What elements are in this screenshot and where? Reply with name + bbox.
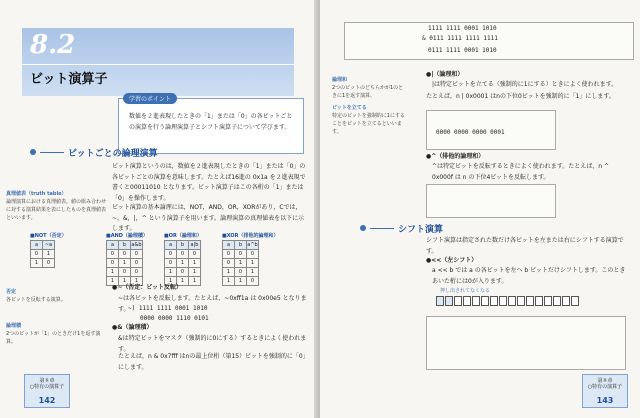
side-note-set-bit [332,104,406,136]
bit-cell [571,296,579,306]
table-row [107,259,143,268]
and-text: &は特定ビットをマスク（強制的に0にする）するときによく使われます。 [118,335,307,353]
truth-table-title: ■OR（論理和） [164,233,202,239]
table-row [165,259,201,268]
table-row [107,268,143,277]
learning-point-text: 数値を２進表現したときの「1」または「0」の各ビットごとの演算を行う論理演算子とシフト演算子について学びます。 [129,113,293,131]
or-text-2: たとえば，n | 0x0001 はnの下位0ビットを強制的に「1」にします。 [426,93,615,100]
truth-table-cell: 1 [131,277,143,286]
not-heading: ●~（否定：ビット反転） [112,284,183,291]
truth-table [30,240,55,268]
truth-table-cell: 1 [165,277,177,286]
truth-table-cell: 1 [43,250,55,259]
section-title: ビット演算子 [30,72,108,87]
side-note-text: 2つのビットが「1」のときだけ1を返す演算。 [6,331,101,345]
truth-table-cell: 0 [235,250,247,259]
table-row [165,250,201,259]
truth-table-header: a [165,241,177,250]
not-bits-2: 0000 0000 1110 0101 [140,315,209,322]
side-note-label: 論理和 [332,77,348,83]
truth-table-cell: 1 [247,268,259,277]
bit-cell [445,296,453,306]
truth-table-cell: 0 [119,268,131,277]
truth-table [222,240,259,286]
page-number: 142 [38,396,56,405]
footer-chapter: 第８章 ○特有の演算子 [587,378,623,390]
truth-table-cell: 0 [31,250,43,259]
side-note-or [332,76,406,100]
page-number: 143 [596,396,614,405]
truth-table-cell: 0 [223,250,235,259]
side-note-truth-table [6,190,106,222]
bit-cell [454,296,462,306]
heading-text: シフト演算 [398,224,444,235]
footer-chapter: 第８章 ○特有の演算子 [29,378,65,390]
truth-table-cell: 0 [247,277,259,286]
truth-table-cell: 1 [177,277,189,286]
or-heading: ●|（論理和） [426,71,464,78]
truth-table-header: b [177,241,189,250]
bit-cell [436,296,444,306]
dash-line-icon [370,228,394,229]
truth-table-cell: 0 [131,250,143,259]
table-row [31,250,55,259]
or-bits: 0000 0000 0000 0001 [436,129,505,136]
truth-table-cell: 1 [189,277,201,286]
truth-table [106,240,143,286]
truth-table-cell: 1 [107,268,119,277]
truth-table-cell: 1 [189,268,201,277]
truth-table-cell: 0 [177,250,189,259]
bullet-icon [360,225,366,231]
truth-table-cell: 1 [165,268,177,277]
bits-top-3: 0111 1111 0001 1010 [428,47,497,54]
bit-cell [481,296,489,306]
dash-line-icon [40,152,64,153]
right-page [320,0,640,418]
bit-cell [463,296,471,306]
table-row [31,259,55,268]
bit-cell [535,296,543,306]
truth-table-header: a [107,241,119,250]
shift-heading: ●<<（左シフト） [426,257,478,264]
truth-table-header: b [119,241,131,250]
shift-text-2: a << b では a の各ビットを左へ b ビットだけシフトします。このときあいた桁には0が入ります。 [432,267,626,285]
bits-top-1: 1111 1111 0001 1010 [428,25,497,32]
table-row [165,268,201,277]
side-note-text: 特定のビットを強制的に1にすることをビットを立てるといいます。 [332,113,405,135]
truth-table-cell: 0 [107,250,119,259]
truth-table-cell: 1 [107,277,119,286]
truth-table-header: a^b [247,242,258,248]
side-note-label: 論理積 [6,323,22,329]
truth-table-title: ■XOR（排他的論理和） [222,233,279,239]
table-row [223,268,259,277]
truth-table-cell: 1 [223,268,235,277]
truth-table-cell: 0 [131,259,143,268]
truth-table-cell: 0 [107,259,119,268]
truth-table-cell: 0 [177,268,189,277]
heading-shift [360,222,443,234]
truth-table-cell: 1 [189,259,201,268]
truth-table [164,240,201,286]
shift-example-panel [426,316,626,370]
xor-bits-panel [426,184,556,218]
bullet-icon [30,149,36,155]
bit-cell [517,296,525,306]
bit-cell [544,296,552,306]
paragraph-1: ビット演算というのは，数値を２進表現したときの「1」または「0」の各ビットごとの演算を意味します。たとえば16進の 0x1a を２進表現で書くと00011010 となります。ビット演算子はこの各桁の「1」または「0」を操作します。 [112,163,306,202]
truth-table-cell: 1 [31,259,43,268]
table-row [223,250,259,259]
side-note-text: 2つのビットのどちらかが1のときに1を返す演算。 [332,85,404,99]
shift-text: シフト演算は指定された数だけ各ビットを左または右にシフトする演算です。 [426,237,624,255]
bit-cell [472,296,480,306]
and-text-2: たとえば，n & 0x7fff はnの最上位桁（第15）ビットを強制的に「0」にします。 [118,353,306,371]
side-note-and [6,322,106,346]
page-footer-left [24,374,70,408]
side-note-label: 否定 [6,289,17,295]
bit-cell [553,296,561,306]
learning-point-label: 学習のポイント [123,93,177,104]
page-footer-right [582,374,628,408]
bit-cell [508,296,516,306]
side-note-text: 各ビットを反転する演算。 [6,297,66,303]
bits-top-2: & 0111 1111 1111 1111 [422,35,498,42]
table-row [107,250,143,259]
truth-table-cell: 1 [177,259,189,268]
truth-table-cell: 1 [235,277,247,286]
heading-text: ビットごとの論理演算 [68,148,158,159]
truth-table-cell: 0 [235,268,247,277]
shift-bits-diagram [436,296,596,310]
truth-table-cell: 1 [235,259,247,268]
bit-cell [526,296,534,306]
left-page [0,0,318,418]
truth-table-cell: 0 [189,250,201,259]
or-text: |は特定ビットを立てる（強制的に1にする）ときによく使われます。 [432,81,618,88]
bit-cell [490,296,498,306]
truth-table-cell: 1 [247,259,259,268]
section-header [22,28,294,96]
truth-table-title: ■AND（論理積） [106,233,148,239]
truth-table-cell: 0 [43,259,55,268]
truth-table-header: ~a [43,241,55,250]
truth-table-header: a&b [131,242,142,248]
truth-table-header: a [223,241,235,250]
side-note-label: ビットを立てる [332,105,367,111]
truth-table-header: a [31,241,43,250]
side-note-not [6,288,106,304]
not-text: ~は各ビットを反転します。たとえば，~0xff1a は 0x00e5 となります。 [118,295,307,313]
xor-heading: ●^（排他的論理和） [426,153,485,160]
truth-table-cell: 1 [119,259,131,268]
truth-table-header: a|b [189,241,201,250]
side-note-text: 論理演算における真理値表。値の組み合わせに対する演算結果を表にしたものを真理値表といいます。 [6,199,107,221]
truth-table-cell: 1 [223,277,235,286]
heading-bitwise-logic [30,146,158,158]
truth-table-cell: 1 [119,277,131,286]
bit-cell [499,296,507,306]
truth-table-cell: 0 [119,250,131,259]
and-heading: ●&（論理積） [112,324,153,331]
section-number: 8.2 [30,30,76,60]
side-note-label: 真理値表（truth table） [6,191,67,197]
not-bits-1: ~) 1111 1111 0001 1010 [128,305,208,312]
truth-table-title: ■NOT（否定） [30,233,67,239]
bit-cell [562,296,570,306]
truth-table-cell: 0 [165,259,177,268]
truth-table-cell: 0 [247,250,259,259]
xor-text: ^は特定ビットを反転するときによく使われます。たとえば，n ^ 0x000f は n の下位4ビットを反転します。 [432,163,610,181]
shift-note: 押し出されてなくなる [440,288,491,294]
table-row [223,259,259,268]
header-rule [22,64,294,65]
paragraph-2: ビット演算の基本論理には，NOT，AND，OR，XORがあり，Cでは，~，&，|，^ という演算子を用います。論理演算の真理値表を以下に示します。 [112,204,305,232]
truth-table-cell: 0 [165,250,177,259]
truth-table-cell: 0 [131,268,143,277]
truth-table-header: b [235,241,247,250]
truth-table-cell: 0 [223,259,235,268]
